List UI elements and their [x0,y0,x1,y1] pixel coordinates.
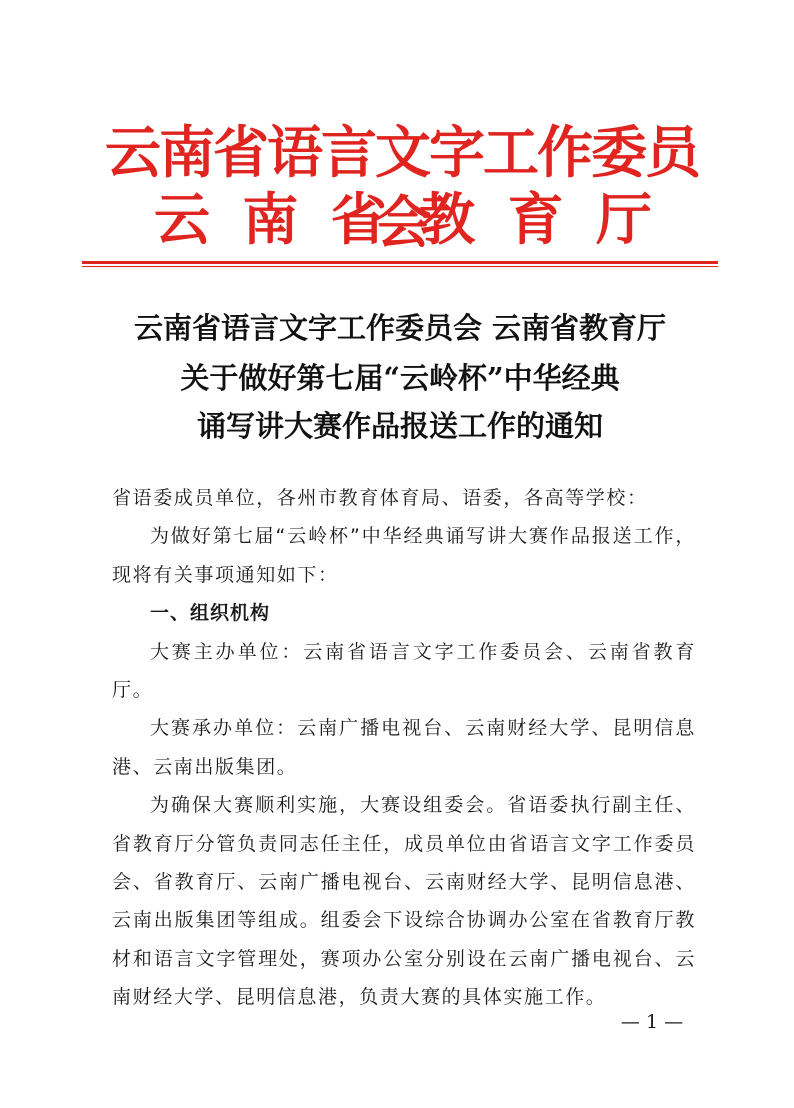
document-title-line-2: 关于做好第七届“云岭杯”中华经典 [180,361,620,395]
document-title-line-3: 诵写讲大赛作品报送工作的通知 [196,409,603,443]
masthead-char: 省 [330,187,387,253]
page-number: — 1 — [620,1011,684,1033]
document-title-line-1: 云南省语言文字工作委员会 云南省教育厅 [133,311,667,345]
section-heading: 一、组织机构 [150,602,271,625]
masthead-char: 教 [419,187,476,253]
masthead-char: 南 [242,187,299,253]
masthead-char: 厅 [595,187,652,253]
intro-paragraph: 为做好第七届“云岭杯”中华经典诵写讲大赛作品报送工作，现将有关事项通知如下： [112,525,696,586]
document-body [112,479,696,1017]
masthead-char: 云 [154,187,210,253]
committee-paragraph: 为确保大赛顺利实施，大赛设组委会。省语委执行副主任、省教育厅分管负责同志任主任，成员单位由省语言文字工作委员会、省教育厅、云南广播电视台、云南财经大学、昆明信息港、云南出版集团等组成。组委会下设综合协调办公室在省教育厅教材和语言文字管理处，赛项办公室分别设在云南广播电视台、云南财经大学、昆明信息港，负责大赛的具体实施工作。 [112,794,696,1009]
masthead-char: 育 [507,187,564,253]
masthead-divider-thin [82,266,718,267]
masthead-divider [82,261,718,264]
organizer-paragraph: 大赛承办单位：云南广播电视台、云南财经大学、昆明信息港、云南出版集团。 [112,717,696,778]
masthead-issuer-2 [82,185,722,255]
salutation: 省语委成员单位，各州市教育体育局、语委，各高等学校： [112,487,648,509]
host-paragraph: 大赛主办单位：云南省语言文字工作委员会、云南省教育厅。 [112,640,696,702]
masthead-issuer-1: 云南省语言文字工作委员会 [105,120,699,256]
